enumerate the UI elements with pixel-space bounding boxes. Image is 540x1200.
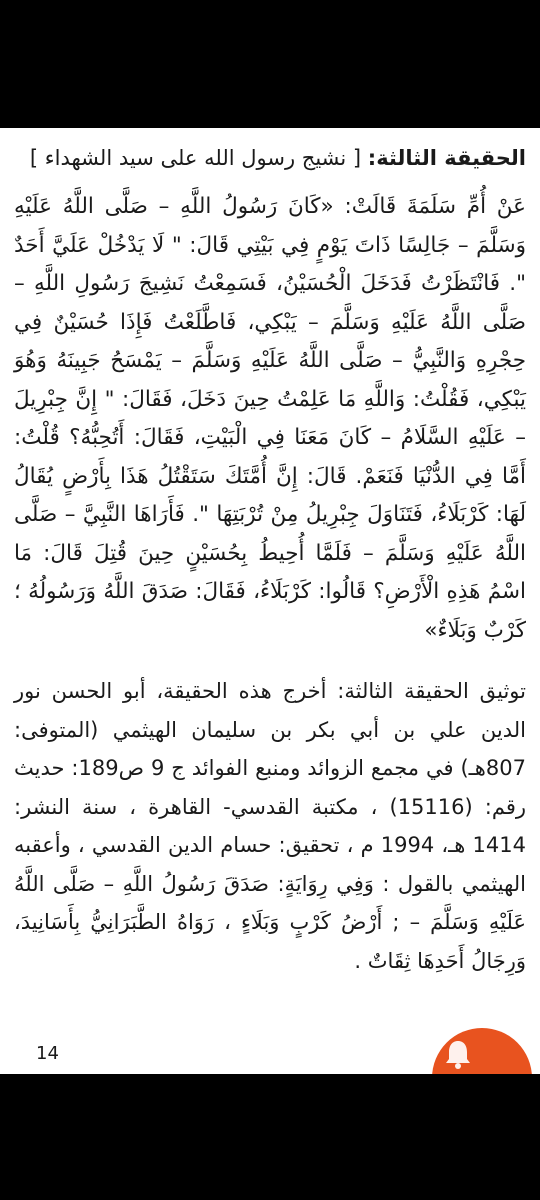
bottom-bar <box>0 1074 540 1200</box>
heading-title: [ نشيج رسول الله على سيد الشهداء ] <box>29 146 362 170</box>
document-page[interactable] <box>0 128 540 1074</box>
page-number: 14 <box>36 1043 59 1064</box>
section-heading <box>14 138 526 178</box>
document-body <box>0 128 540 980</box>
hadith-text: عَنْ أُمِّ سَلَمَةَ قَالَتْ: «كَانَ رَسُولُ اللَّهِ – صَلَّى اللَّهُ عَلَيْهِ وَسَلَّمَ – جَالِسًا ذَاتَ يَوْمٍ فِي بَيْتِي قَالَ: " لَا يَدْخُلْ عَلَيَّ أَحَدٌ ". فَانْتَظَرْتُ فَدَخَلَ الْحُسَيْنُ، فَسَمِعْتُ نَشِيجَ رَسُولِ اللَّهِ – صَلَّى اللَّهُ عَلَيْهِ وَسَلَّمَ – يَبْكِي، فَاطَّلَعْتُ فَإِذَا حُسَيْنٌ فِي حِجْرِهِ وَالنَّبِيُّ – صَلَّى اللَّهُ عَلَيْهِ وَسَلَّمَ – يَمْسَحُ جَبِينَهُ وَهُوَ يَبْكِي، فَقُلْتُ: وَاللَّهِ مَا عَلِمْتُ حِينَ دَخَلَ، فَقَالَ: " إِنَّ جِبْرِيلَ – عَلَيْهِ السَّلَامُ – كَانَ مَعَنَا فِي الْبَيْتِ، فَقَالَ: أَتُحِبُّهُ؟ قُلْتُ: أَمَّا فِي الدُّنْيَا فَنَعَمْ. قَالَ: إِنَّ أُمَّتَكَ سَتَقْتُلُ هَذَا بِأَرْضٍ يُقَالُ لَهَا: كَرْبَلَاءُ، فَتَنَاوَلَ جِبْرِيلُ مِنْ تُرْبَتِهَا ". فَأَرَاهَا النَّبِيَّ – صَلَّى اللَّهُ عَلَيْهِ وَسَلَّمَ – فَلَمَّا أُحِيطُ بِحُسَيْنٍ حِينَ قُتِلَ قَالَ: مَا اسْمُ هَذِهِ الْأَرْضِ؟ قَالُوا: كَرْبَلَاءُ، فَقَالَ: صَدَقَ اللَّهُ وَرَسُولُهُ ؛ كَرْبٌ وَبَلَاءٌ» <box>14 194 526 643</box>
takhrij-paragraph: توثيق الحقيقة الثالثة: أخرج هذه الحقيقة، أبو الحسن نور الدين علي بن أبي بكر بن سليمان الهيثمي (المتوفى: 807هـ) في مجمع الزوائد ومنبع الفوائد ج 9 ص189: حديث رقم: (15116) ، مكتبة القدسي- القاهرة ، سنة النشر: 1414 هـ، 1994 م ، تحقيق: حسام الدين القدسي ، وأعقبه الهيثمي بالقول : وَفِي رِوَايَةٍ: صَدَقَ رَسُولُ اللَّهِ – صَلَّى اللَّهُ عَلَيْهِ وَسَلَّمَ – ; أَرْضُ كَرْبٍ وَبَلَاءٍ ، رَوَاهُ الطَّبَرَانِيُّ بِأَسَانِيدَ، وَرِجَالُ أَحَدِهَا ثِقَاتٌ . <box>14 679 526 973</box>
heading-label: الحقيقة الثالثة: <box>367 146 526 170</box>
notification-bell-icon <box>444 1039 472 1069</box>
